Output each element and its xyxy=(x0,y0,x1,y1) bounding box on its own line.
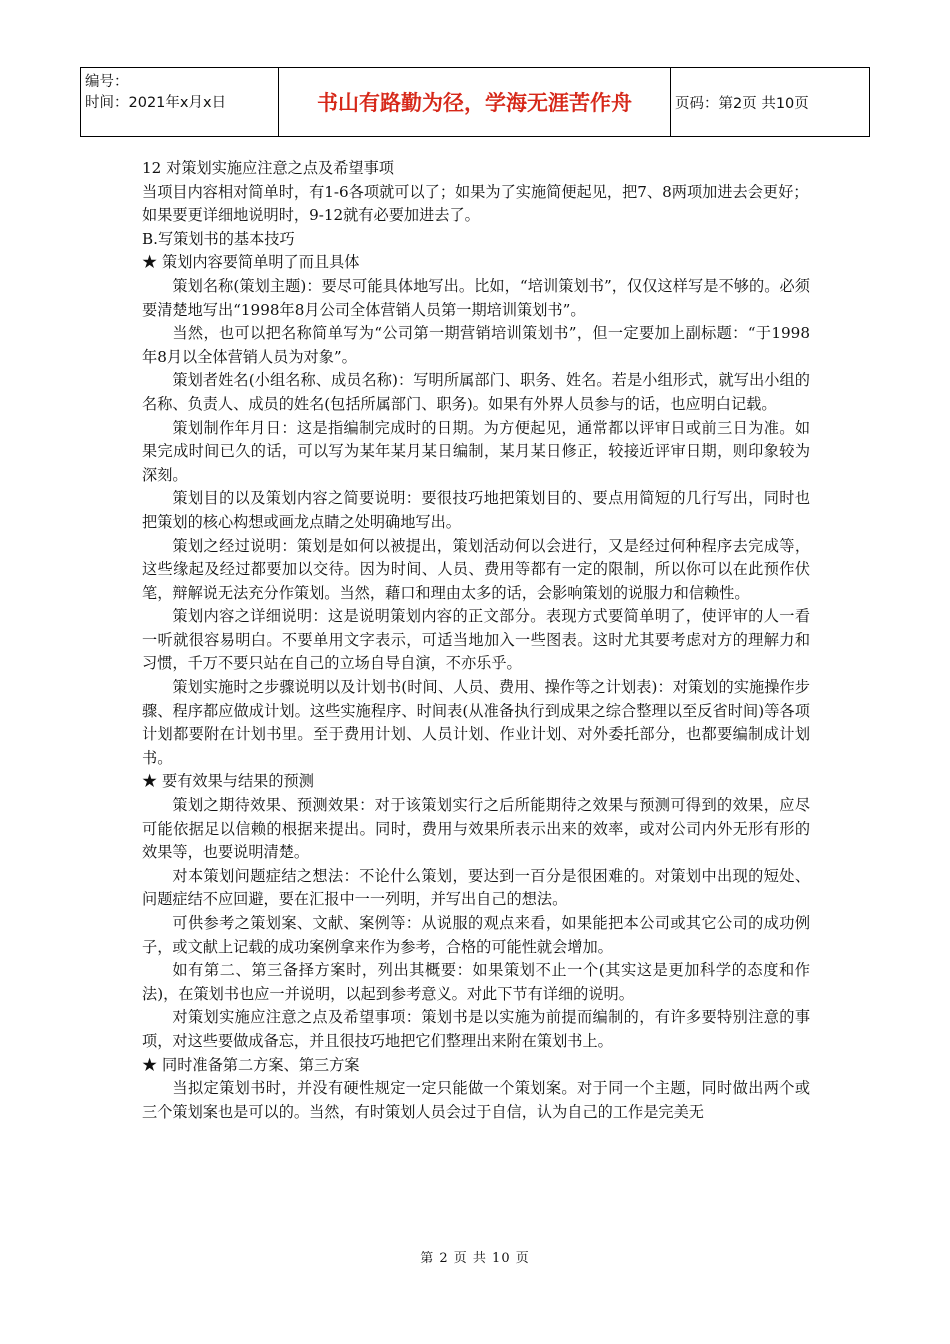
body-line: B.写策划书的基本技巧 xyxy=(142,229,295,248)
header-motto: 书山有路勤为径，学海无涯苦作舟 xyxy=(279,68,671,136)
body-paragraph: 对策划实施应注意之点及希望事项：策划书是以实施为前提而编制的，有许多要特别注意的事项，对这些要做成备忘，并且很技巧地把它们整理出来附在策划书上。 xyxy=(142,1008,810,1050)
body-paragraph: 可供参考之策划案、文献、案例等：从说服的观点来看，如果能把本公司或其它公司的成功例子，或文献上记载的成功案例拿来作为参考，合格的可能性就会增加。 xyxy=(142,914,810,956)
body-paragraph: 当拟定策划书时，并没有硬性规定一定只能做一个策划案。对于同一个主题，同时做出两个或三个策划案也是可以的。当然，有时策划人员会过于自信，认为自己的工作是完美无 xyxy=(142,1079,810,1121)
section-heading: ★ 要有效果与结果的预测 xyxy=(142,772,314,791)
body-paragraph: 对本策划问题症结之想法：不论什么策划，要达到一百分是很困难的。对策划中出现的短处、问题症结不应回避，要在汇报中一一列明，并写出自己的想法。 xyxy=(142,866,810,909)
header-meta xyxy=(81,68,279,136)
body-paragraph: 策划实施时之步骤说明以及计划书(时间、人员、费用、操作等之计划表)：对策划的实施操作步骤、程序都应做成计划。这些实施程序、时间表(从准备执行到成果之综合整理以至反省时间)等各项计划都要附在计划书里。至于费用计划、人员计划、作业计划、对外委托部分，也都要编制成计划书。 xyxy=(142,678,810,767)
body-paragraph: 策划者姓名(小组名称、成员名称)：写明所属部门、职务、姓名。若是小组形式，就写出小组的名称、负责人、成员的姓名(包括所属部门、职务)。如果有外界人员参与的话，也应明白记载。 xyxy=(142,371,810,413)
body-paragraph: 策划制作年月日：这是指编制完成时的日期。为方便起见，通常都以评审日或前三日为准。如果完成时间已久的话，可以写为某年某月某日编制，某月某日修正，较接近评审日期，则印象较为深刻。 xyxy=(142,418,810,484)
body-paragraph: 策划名称(策划主题)：要尽可能具体地写出。比如，“培训策划书”，仅仅这样写是不够的。必须要清楚地写出“1998年8月公司全体营销人员第一期培训策划书”。 xyxy=(142,276,810,319)
document-date-label: 时间：2021年x月x日 xyxy=(85,95,227,111)
body-paragraph: 策划内容之详细说明：这是说明策划内容的正文部分。表现方式要简单明了，使评审的人一看一听就很容易明白。不要单用文字表示，可适当地加入一些图表。这时尤其要考虑对方的理解力和习惯，千万不要只站在自己的立场自导自演，不亦乐乎。 xyxy=(142,607,810,673)
page-header xyxy=(80,67,870,137)
document-body xyxy=(142,157,810,1124)
body-paragraph: 策划之经过说明：策划是如何以被提出，策划活动何以会进行，又是经过何种程序去完成等，这些缘起及经过都要加以交待。因为时间、人员、费用等都有一定的限制，所以你可以在此预作伏笔，辩解说无法充分作策划。当然，藉口和理由太多的话，会影响策划的说服力和信赖性。 xyxy=(142,536,810,602)
body-paragraph: 策划之期待效果、预测效果：对于该策划实行之后所能期待之效果与预测可得到的效果，应尽可能依据足以信赖的根据来提出。同时，费用与效果所表示出来的效率，或对公司内外无形有形的效果等，也要说明清楚。 xyxy=(142,796,810,862)
page-footer: 第 2 页 共 10 页 xyxy=(420,1251,530,1266)
body-line: 12 对策划实施应注意之点及希望事项 xyxy=(142,159,394,177)
section-heading: ★ 同时准备第二方案、第三方案 xyxy=(142,1055,360,1074)
document-number-label: 编号： xyxy=(85,74,129,90)
body-paragraph: 如有第二、第三备择方案时，列出其概要：如果策划不止一个(其实这是更加科学的态度和作法)，在策划书也应一并说明，以起到参考意义。对此下节有详细的说明。 xyxy=(142,961,810,1003)
section-heading: ★ 策划内容要简单明了而且具体 xyxy=(142,253,360,272)
body-paragraph: 策划目的以及策划内容之简要说明：要很技巧地把策划目的、要点用简短的几行写出，同时也把策划的核心构想或画龙点睛之处明确地写出。 xyxy=(142,489,810,531)
body-line: 当项目内容相对简单时，有1-6各项就可以了；如果为了实施简便起见，把7、8两项加进去会更好；如果要更详细地说明时，9-12就有必要加进去了。 xyxy=(142,182,809,225)
body-paragraph: 当然，也可以把名称简单写为“公司第一期营销培训策划书”，但一定要加上副标题：“于1998年8月以全体营销人员为对象”。 xyxy=(142,324,810,366)
header-page-number: 页码：第2页 共10页 xyxy=(675,95,809,112)
